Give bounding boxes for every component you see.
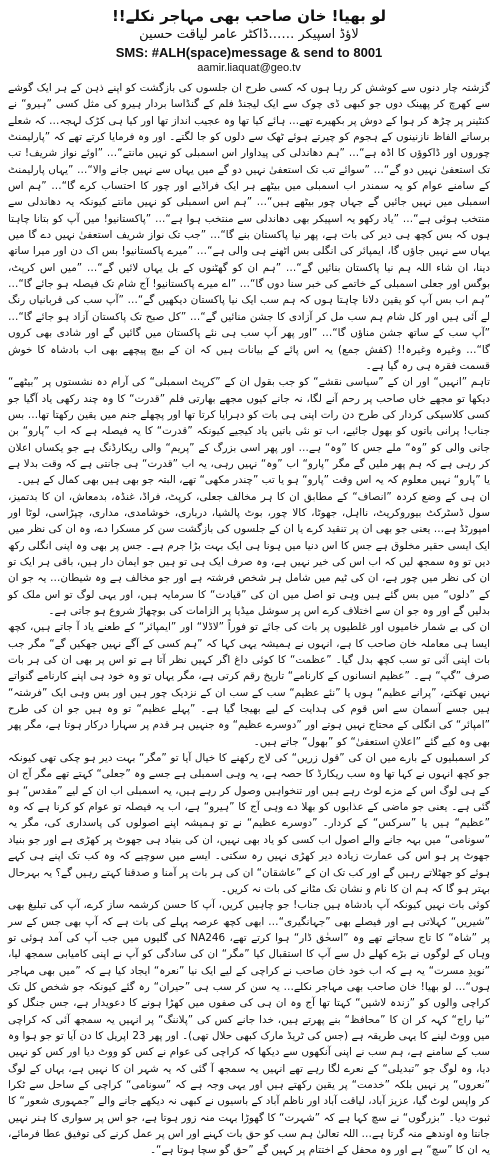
- author-email: aamir.liaquat@geo.tv: [197, 62, 301, 74]
- paragraph: تاہم ”انہیں“ اور ان کے ”سیاسی نقشے“ کو جب بقول ان کے ”کرپٹ اسمبلی“ کی آرام دہ نشستوں پر ”بیٹھے“ دیکھا تو مجھے خاں صاحب پر رحم آنے لگا، نہ جانے کیوں مجھے بھارتی فلم ”قدرت“ کا وہ چند رکھی یاد آگیا جو کسی کلاسیکی کردار کی طرح دن رات اپنی ہی بات کو دہرایا کرتا تھا اور پچھلے جنم میں یقین رکھتا تھا… بس جناب! پرانی باتوں کو بھول جائیے، اب تو نئی باتیں یاد کیجیے کیونکہ ”قدرت“ کا یہ فیصلہ ہے کہ اب ”پارو“ بن جانی والی کو ”وہ“ ملے جس کا ”وہ“ ہے… اور پھر اسی بزرگ کے ”پریم“ والی ریکارڈنگ ہے جو یکساں اعلان کر رہی ہے کہ ہم پھر ملیں گے مگر ”پارو“ اب ”وہ“ نہیں رہی، یہ اب ”قدرت“ ہی جانتی ہے کہ وقت بدلا ہے یا ”پارو“ نہیں معلوم کہ یہ اس وقت ”پارو“ ہو یا تب ”چندر مکھی“ تھے، البتہ جو بھی ہیں بھی کمال کے ہیں۔: [8, 376, 490, 487]
- sms-instructions: SMS: #ALH(space)message & send to 8001: [115, 45, 383, 60]
- paragraph: کوئی بات نہیں کیونکہ آپ بادشاہ ہیں جناب! جو چاہیں کریں، آپ کا حسن کرشمہ ساز کرے، آپ کی تبلیغ بھی ”شیریں“ کہلاتی ہے اور فیصلے بھی ”جہانگیری“… ابھی کچھ عرصہ پہلے کی بات ہے کہ آپ بھی جس کے سر پر ”شاہ“ کا تاج سجاتے تھے وہ ”اسحٰق ڈار“ ہوا کرتے تھے، NA246 کی گلیوں میں جب آپ کی آمد ہوئی تو وہاں کے لوگوں نے بڑے کھلے دل سے آپ کا استقبال کیا ”مگر“ ان کی سادگی کو آپ نے اپنی کامیابی سمجھ لیا، ”نویدِ مسرت“ یہ ہے کہ اب خود خان صاحب نے کراچی کے لیے ایک نیا ”نعرہ“ ایجاد کیا ہے کہ ”میں بھی مہاجر ہوں“… لو بھیا! خان صاحب بھی مہاجر نکلے… یہ سن کر سب ہی ”حیران“ رہ گئے کیونکہ جو شخص کل تک کراچی والوں کو ”زندہ لاشیں“ کہتا تھا آج وہ ان ہی کی صفوں میں کھڑا ہونے کا دعویدار ہے، جس جنگل کو ”نیا راج“ کہہ کر ان کا ”محافظ“ بنے پھرتے ہیں، خدا جانے کس کی ”پلاننگ“ پر انہیں یہ سمجھ آئی کہ کراچی میں ووٹ لینے کا یہی طریقہ ہے (جس کی ٹریڈ مارک کبھی حلال تھی)۔ اور پھر 23 اپریل کا دن آیا تو جو ہوا وہ سب کے سامنے ہے، ہم سب نے اپنی آنکھوں سے دیکھا کہ کراچی کی عوام نے کس کو ووٹ دیا اور کس کو نہیں دیا، وہ لوگ جو ”تبدیلی“ کے نعرے لگا رہے تھے انہیں یہ سمجھ آ گئی کہ یہ شہر ان کا نہیں ہے، یہاں کے لوگ ”نعروں“ پر نہیں بلکہ ”خدمت“ پر یقین رکھتے ہیں اور یہی وجہ ہے کہ ”سونامی“ کراچی کے ساحل سے ٹکرا کر واپس لوٹ گیا، عزیز آباد، لیاقت آباد اور ناظم آباد کے باسیوں نے کبھی نہ دیکھے جانے والے ”جمہوری شعور“ کا ثبوت دیا۔ ”بزرگوں“ نے سچ کہا ہے کہ ”شہرت“ کا گھوڑا بہت منہ زور ہوتا ہے، جو اس پر سواری کا ہنر نہیں جانتا وہ اوندھے منہ گرتا ہے… اللہ تعالیٰ ہم سب کو حق بات کہنے اور اس پر عمل کرنے کی توفیق عطا فرمائے، یہ ان کا ”سچ“ ہے اور وہ محفل کے اختتام پر کہیں گے ”حق گو سچا ہوتا ہے“۔: [8, 899, 490, 1157]
- paragraph: ان ہی کے وضع کردہ ”انصاف“ کے مطابق ان کا ہر مخالف جعلی، کرپٹ، فراڈ، غنڈہ، بدمعاش، ان کا بدتمیز، سول ڈسٹرکٹ بیوروکریٹ، نااہل، جھوٹا، کالا چور، بوٹ پالشیا، درباری، خوشامدی، مداری، چپڑاسی، لوٹا اور امپورٹڈ ہے… یعنی جو بھی ان پر تنقید کرے یا ان کے جلسوں کی بازگشت سن کر مسکرا دے، وہ ان کی نظر میں ایک ایسی حقیر مخلوق ہے جس کا اس دنیا میں ہونا ہی ایک بہت بڑا جرم ہے۔ جس پر بھی وہ اپنی انگلی رکھ دیں تو وہ سمجھ لیں کہ اب اس کی خیر نہیں ہے، وہ صرف ایک ہی تو ہیں جو ایمان دار ہیں، باقی ہر ایک تو ان کی نظر میں چور ہے، ان کی ٹیم میں شامل ہر شخص فرشتہ ہے اور جو مخالف ہے وہ شیطان… یہ جو ان کے ”دلوں“ میں بس گئے ہیں وہی تو اصل میں ان کی ”قیادت“ کا سرمایہ ہیں، اور یہی لوگ تو اس ملک کو بدلیں گے اور وہ جو ان سے اختلاف کرے اس پر سوشل میڈیا پر الزامات کی بوچھاڑ شروع ہو جاتی ہے۔: [8, 490, 490, 617]
- column-title: لو بھیا! خان صاحب بھی مہاجر نکلے!!: [111, 7, 387, 25]
- column-byline: لاؤڈ اسپیکر ……ڈاکٹر عامر لیاقت حسین: [139, 27, 359, 42]
- paragraph: ان کی بے شمار خامیوں اور غلطیوں پر بات کی جائے تو فوراً ”لاڈلا“ اور ”ایمپائر“ کے طعنے یاد آ جاتے ہیں، کچھ ایسا ہی معاملہ خان صاحب کا ہے، انہوں نے ہمیشہ یہی کہا کہ ”ہم کسی کے آگے نہیں جھکیں گے“ مگر جب بات اپنی آئی تو سب کچھ بدل گیا۔ ”عظمت“ کا کوئی داغ اگر کہیں نظر آتا ہے تو اس پر بھی ان کی ہر بات صرف ”گپ“ ہے۔ ”عظیم انسانوں کے کارنامے“ تاریخ رقم کرتی ہے، مگر یہاں تو وہ خود ہی اپنے کارنامے گنواتے نہیں تھکتے، ”پرانے عظیم“ ہوں یا ”نئے عظیم“ سب کے سب ان کے نزدیک چور ہیں اور بس وہی ایک ”فرشتہ“ ہیں جسے آسمان سے اس قوم کی ہدایت کے لیے بھیجا گیا ہے۔ ”پہلے عظیم“ تو وہ ہیں جو ان کی طرح ”امپائر“ کی انگلی کے محتاج نہیں ہوتے اور ”دوسرے عظیم“ وہ جنہیں ہر قدم پر سہارا درکار ہوتا ہے، مگر پھر بھی وہ کیے گئے ”اعلانِ استعفیٰ“ کو ”بھول“ جاتے ہیں۔: [8, 621, 490, 748]
- column-body: [8, 80, 490, 1159]
- paragraph: گزشتہ چار دنوں سے کوشش کر رہا ہوں کہ کسی طرح ان جلسوں کی بازگشت کو اپنے ذہن کے ہر ایک گوشے سے کھرچ کر پھینک دوں جو کبھی ڈی چوک سے ایک لیجنڈ فلم کے گنڈاسا بردار ہیرو کی مثل کسی ”ہیرو“ نے کنٹینر پر چڑھ کر ہوا کے دوش پر بکھیرے تھے… ہائے کیا تھا وہ عجیب انداز تھا اور کیا ہی کڑک لہجہ… کہ شعلے برساتے الفاظ نازنینوں کے ہجوم کو چیرتے ہوئے ٹھک سے دلوں کو جا لگتے۔ اور وہ فرمایا کرتے تھے کہ ”پارلیمنٹ چوروں اور ڈاکوؤں کا اڈہ ہے“… ”ہم دھاندلی کی پیداوار اس اسمبلی کو نہیں مانتے“… ”اوئے نواز شریف! تب تک استعفیٰ نہیں دو گے“… ”سوائے تب تک استعفیٰ نہیں دو گے میں یہاں سے نہیں جانے والا“… ”یہاں پارلیمنٹ کے سامنے عوام کو یہ سمندر اب اسمبلی میں بیٹھے ہر ایک فراڈیے اور چور کا احتساب کرے گا“… ”ہم اس اسمبلی میں نہیں جائیں گے جہاں چور بیٹھے ہیں“… ”ہم اس اسمبلی کو نہیں مانتے کیونکہ یہ دھاندلی سے منتخب ہوئی ہے“… ”یاد رکھو یہ اسپیکر بھی دھاندلی سے منتخب ہوا ہے“… ”پاکستانیو! میں آپ کو بتانا چاہتا ہوں کہ بس کچھ ہی دیر کی بات ہے، پھر نیا پاکستان بنے گا“… ”جب تک نواز شریف استعفیٰ نہیں دے گا میں یہاں سے نہیں جاؤں گا، ایمپائر کی انگلی بس اٹھنے ہی والی ہے“… ”میرے پاکستانیو! بس اک دن اور میرا ساتھ دینا، ان شاء اللہ ہم نیا پاکستان بنائیں گے“… ”ہم ان کو گھٹنوں کے بل یہاں لائیں گے“… ”میں اس کرپٹ، بوگس اور جعلی اسمبلی کے خاتمے کی خبر سنا دوں گا“… ”اے میرے پاکستانیو! آج شام تک فیصلہ ہو جائے گا“… ”ہم اب بس آپ کو یقین دلانا چاہتا ہوں کہ ہم سب ایک نیا پاکستان دیکھیں گے“… ”آپ سب کی قربانیاں رنگ لے آئی ہیں اور کل شام ہم سب مل کر آزادی کا جشن منائیں گے“… ”کل صبح تک پاکستان آزاد ہو جائے گا“… ”آپ سب کے ساتھ جشن مناؤں گا“… ”اور پھر آپ سب ہی نئے پاکستان میں گائیں گے اور شادی بھی کروں گا“… وغیرہ وغیرہ!! (کفش جمع) یہ اس پائے کے بیانات ہیں کہ ان کے بیچ پیچھے بھی اب بادشاہ کا خوش قسمت فقرہ ہی رہ گیا ہے۔: [8, 82, 490, 372]
- column-header: [8, 6, 490, 76]
- paragraph: کر اسمبلیوں کے بارے میں ان کی ”قول زریں“ کی لاج رکھنے کا خیال آیا تو ”مگر“ بہت دیر ہو چکی تھی کیونکہ جو کچھ انہوں نے کہا تھا وہ سب ریکارڈ کا حصہ ہے، یہ وہی اسمبلی ہے جسے وہ ”جعلی“ کہتے تھے مگر آج ان کے ہی لوگ اس کے مزے لوٹ رہے ہیں اور تنخواہیں وصول کر رہے ہیں، یہ اسمبلی اب ان کے لیے ”مقدس“ ہو گئی ہے۔ یعنی جو ماضی کے عذابوں کو بھلا دے وہی آج کا ”ہیرو“ ہے، اب یہ فیصلہ تو عوام کو کرنا ہے کہ وہ ”عظیم“ ہیں یا ”سرکس“ کے کردار۔ ”دوسرے عظیم“ نے تو ہمیشہ اپنے اصولوں کی پاسداری کی، مگر یہ ”سونامی“ میں بہہ جانے والے اصول اب کسی کو یاد بھی نہیں، ان کی بنیاد ہی جھوٹ پر کھڑی ہے اور جو بنیاد جھوٹ پر ہو اس کی عمارت زیادہ دیر کھڑی نہیں رہ سکتی۔ ایسے میں سوچیے کہ وہ کب تک اپنے ہی کہے ہوئے کو جھٹلاتے رہیں گے اور کب تک ان کے ”عاشقان“ ان کی ہر بات پر آمنا و صدقنا کہتے رہیں گے؟ یہ بہرحال بہتر ہو گا کہ ہم ان کا نام و نشان تک مٹانے کی بات نہ کریں۔: [8, 752, 490, 895]
